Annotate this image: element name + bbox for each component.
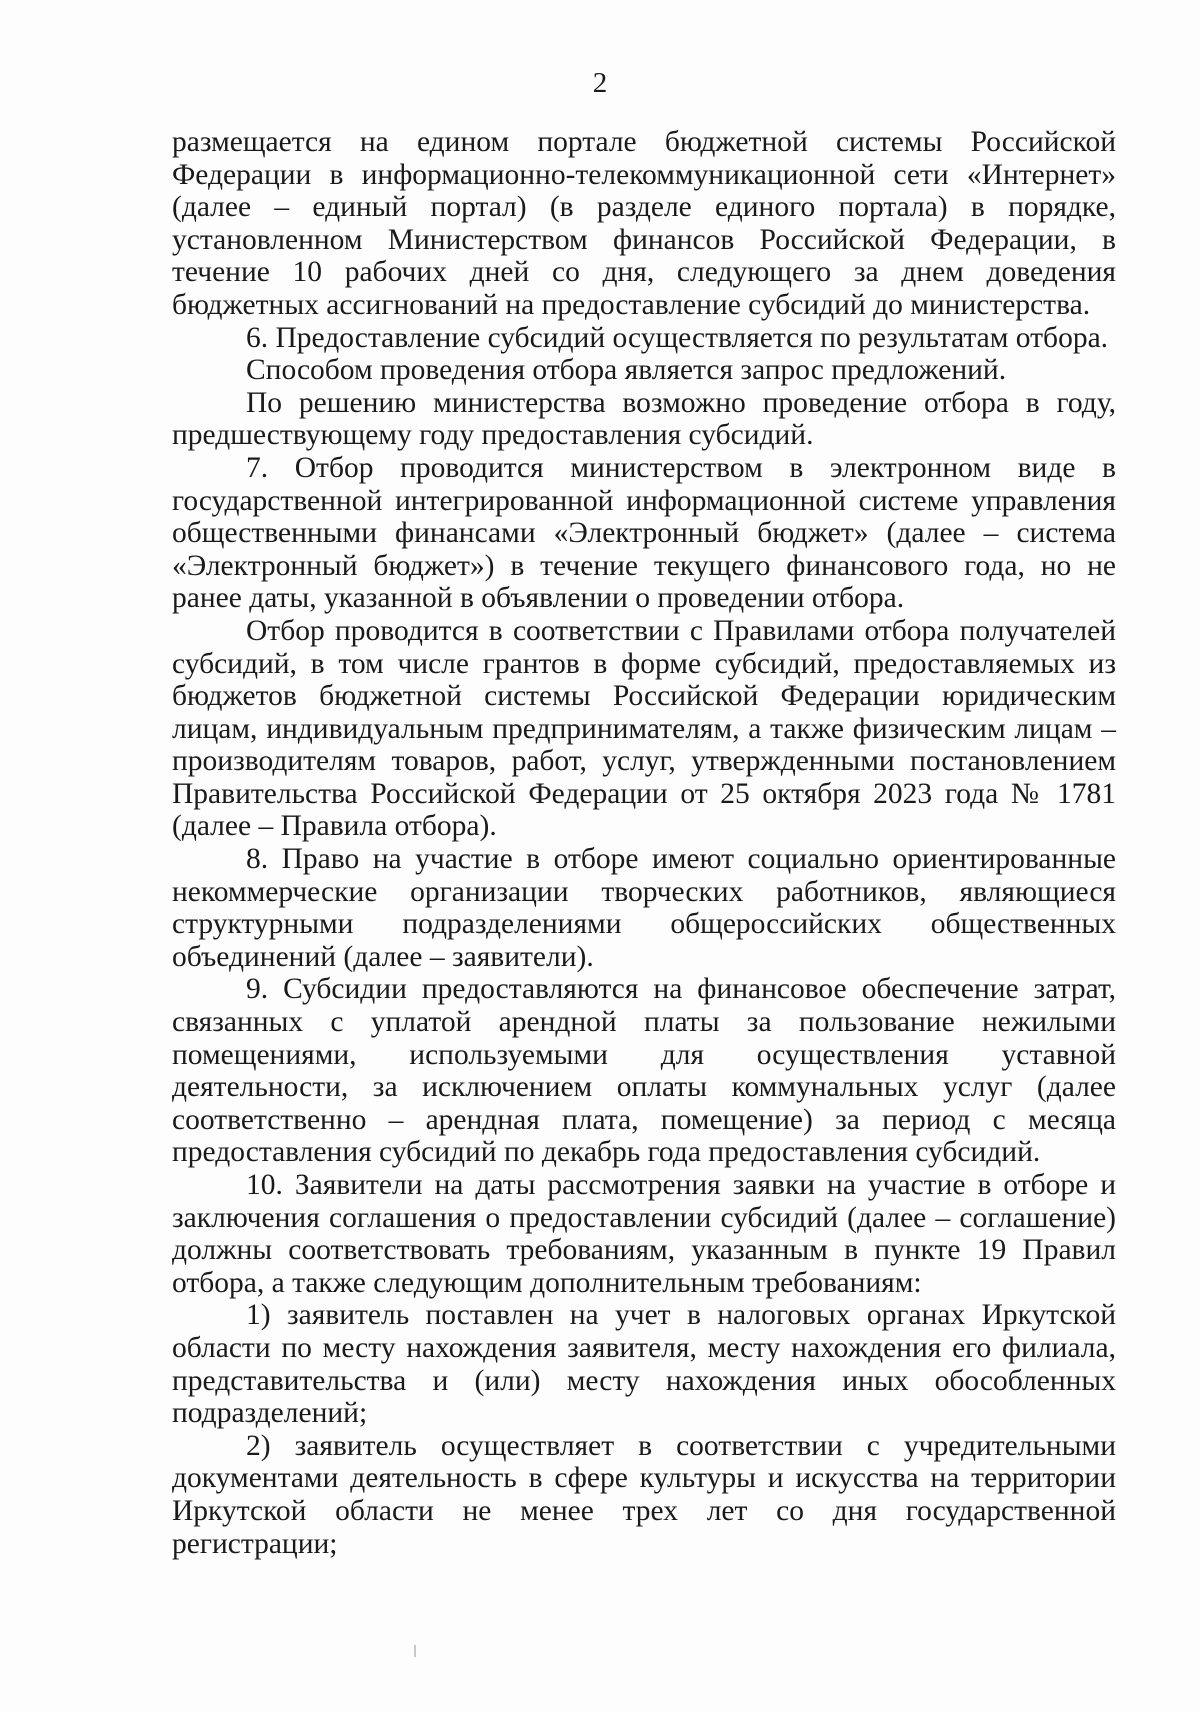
paragraph-requirement-2: 2) заявитель осуществляет в соответствии с учредительными документами деятельность в сфере культуры и искусства на территории Иркутской области не менее трех лет со дня государственной регистрации; (172, 1429, 1116, 1560)
page-number: 2 (592, 67, 608, 99)
paragraph-item-10: 10. Заявители на даты рассмотрения заявки на участие в отборе и заключения соглашения о предоставлении субсидий (далее – соглашение) должны соответствовать требованиям, указанным в пункте 19 Правил отбора, а также следующим дополнительным требованиям: (172, 1169, 1116, 1299)
paragraph-portal-placement: размещается на едином портале бюджетной системы Российской Федерации в информационно-телекоммуникационной сети «Интернет» (далее – единый портал) (в разделе единого портала) в порядке, установленном Министерством финансов Российской Федерации, в течение 10 рабочих дней со дня, следующего за днем доведения бюджетных ассигнований на предоставление субсидий до министерства. (172, 126, 1116, 321)
paragraph-requirement-1: 1) заявитель поставлен на учет в налоговых органах Иркутской области по месту нахождения заявителя, месту нахождения его филиала, представительства и (или) месту нахождения иных обособленных подразделений; (172, 1299, 1116, 1430)
paragraph-item-6: 6. Предоставление субсидий осуществляется по результатам отбора. (246, 321, 1109, 354)
paragraph-item-7: 7. Отбор проводится министерством в электронном виде в государственной интегрированной информационной системе управления общественными финансами «Электронный бюджет» (далее – система «Электронный бюджет») в течение текущего финансового года, но не ранее даты, указанной в объявлении о проведении отбора. (172, 451, 1116, 615)
paragraph-selection-method: Способом проведения отбора является запрос предложений. (246, 354, 1007, 387)
paragraph-item-9: 9. Субсидии предоставляются на финансовое обеспечение затрат, связанных с уплатой арендной платы за пользование нежилыми помещениями, используемыми для осуществления уставной деятельности, за исключением оплаты коммунальных услуг (далее соответственно – арендная плата, помещение) за период с месяца предоставления субсидий по декабрь года предоставления субсидий. (172, 973, 1116, 1169)
paragraph-selection-timing: По решению министерства возможно проведение отбора в году, предшествующему году предоставления субсидий. (172, 386, 1116, 452)
document-body (172, 126, 1116, 1560)
scan-speck (414, 1645, 416, 1657)
paragraph-item-8: 8. Право на участие в отборе имеют социально ориентированные некоммерческие организации творческих работников, являющиеся структурными подразделениями общероссийских общественных объединений (далее – заявители). (172, 843, 1116, 973)
paragraph-selection-rules: Отбор проводится в соответствии с Правилами отбора получателей субсидий, в том числе грантов в форме субсидий, предоставляемых из бюджетов бюджетной системы Российской Федерации юридическим лицам, индивидуальным предпринимателям, а также физическим лицам – производителям товаров, работ, услуг, утвержденными постановлением Правительства Российской Федерации от 25 октября 2023 года № 1781 (далее – Правила отбора). (172, 614, 1116, 843)
